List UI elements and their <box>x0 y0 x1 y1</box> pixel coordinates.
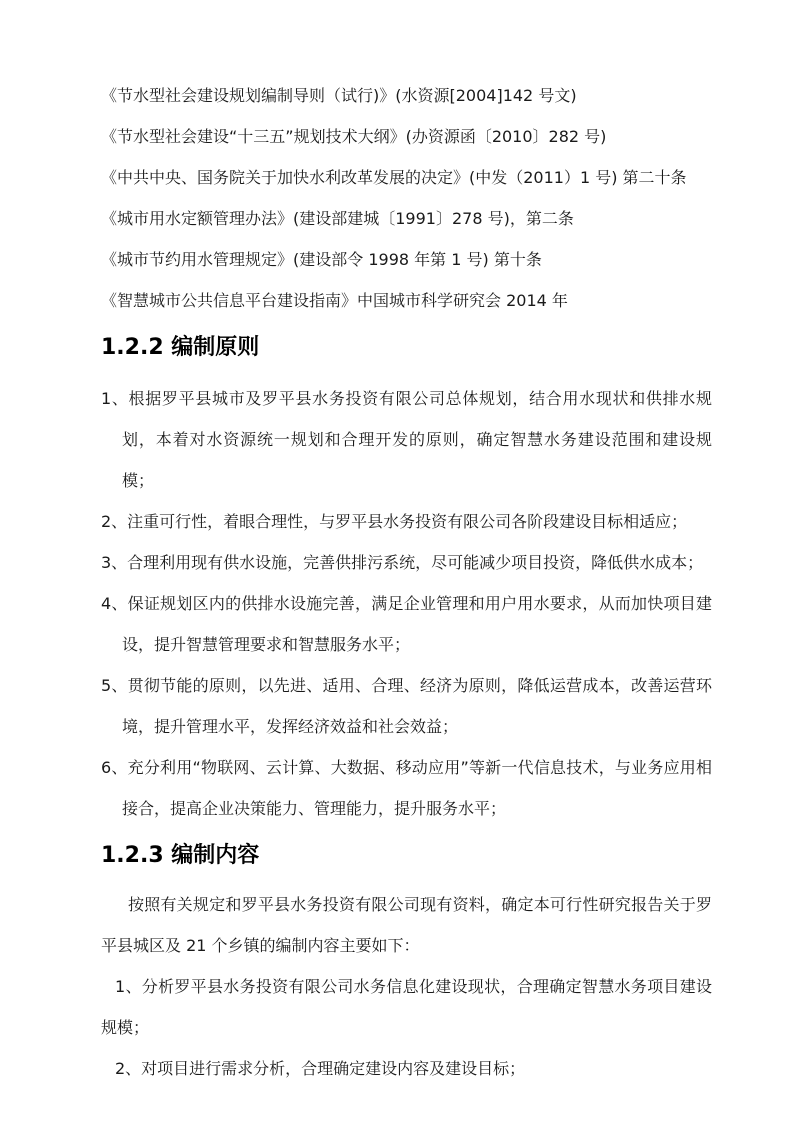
principle-item: 1、根据罗平县城市及罗平县水务投资有限公司总体规划，结合用水现状和供排水规划，本着对水资源统一规划和合理开发的原则，确定智慧水务建设范围和建设规模； <box>101 389 712 490</box>
content-item: 1、分析罗平县水务投资有限公司水务信息化建设现状，合理确定智慧水务项目建设规模； <box>101 977 712 1037</box>
principle-item: 2、注重可行性，着眼合理性，与罗平县水务投资有限公司各阶段建设目标相适应； <box>101 512 688 531</box>
reference-item: 《城市用水定额管理办法》(建设部建城〔1991〕278 号)，第二条 <box>101 209 574 228</box>
section-heading-content: 1.2.3 编制内容 <box>101 843 260 868</box>
section-heading-principles: 1.2.2 编制原则 <box>101 335 260 360</box>
reference-item: 《节水型社会建设规划编制导则（试行)》(水资源[2004]142 号文) <box>101 86 577 105</box>
references-section <box>101 75 712 321</box>
reference-item: 《中共中央、国务院关于加快水利改革发展的决定》(中发（2011）1 号) 第二十条 <box>101 168 687 187</box>
content-item: 2、对项目进行需求分析，合理确定建设内容及建设目标； <box>115 1059 526 1078</box>
reference-item: 《节水型社会建设“十三五”规划技术大纲》(办资源函〔2010〕282 号) <box>101 127 607 146</box>
principle-item: 5、贯彻节能的原则，以先进、适用、合理、经济为原则，降低运营成本，改善运营环境，提升管理水平，发挥经济效益和社会效益； <box>101 676 712 736</box>
content-intro: 按照有关规定和罗平县水务投资有限公司现有资料，确定本可行性研究报告关于罗平县城区及 21 个乡镇的编制内容主要如下： <box>101 895 712 955</box>
reference-item: 《城市节约用水管理规定》(建设部令 1998 年第 1 号) 第十条 <box>101 250 542 269</box>
principle-item: 3、合理利用现有供水设施，完善供排污系统，尽可能减少项目投资，降低供水成本； <box>101 553 704 572</box>
principle-item: 4、保证规划区内的供排水设施完善，满足企业管理和用户用水要求，从而加快项目建设，提升智慧管理要求和智慧服务水平； <box>101 594 712 654</box>
content-section <box>101 884 712 1089</box>
principle-item: 6、充分利用“物联网、云计算、大数据、移动应用”等新一代信息技术，与业务应用相接合，提高企业决策能力、管理能力，提升服务水平； <box>101 758 712 818</box>
principles-section <box>101 378 712 829</box>
reference-item: 《智慧城市公共信息平台建设指南》中国城市科学研究会 2014 年 <box>101 291 568 310</box>
